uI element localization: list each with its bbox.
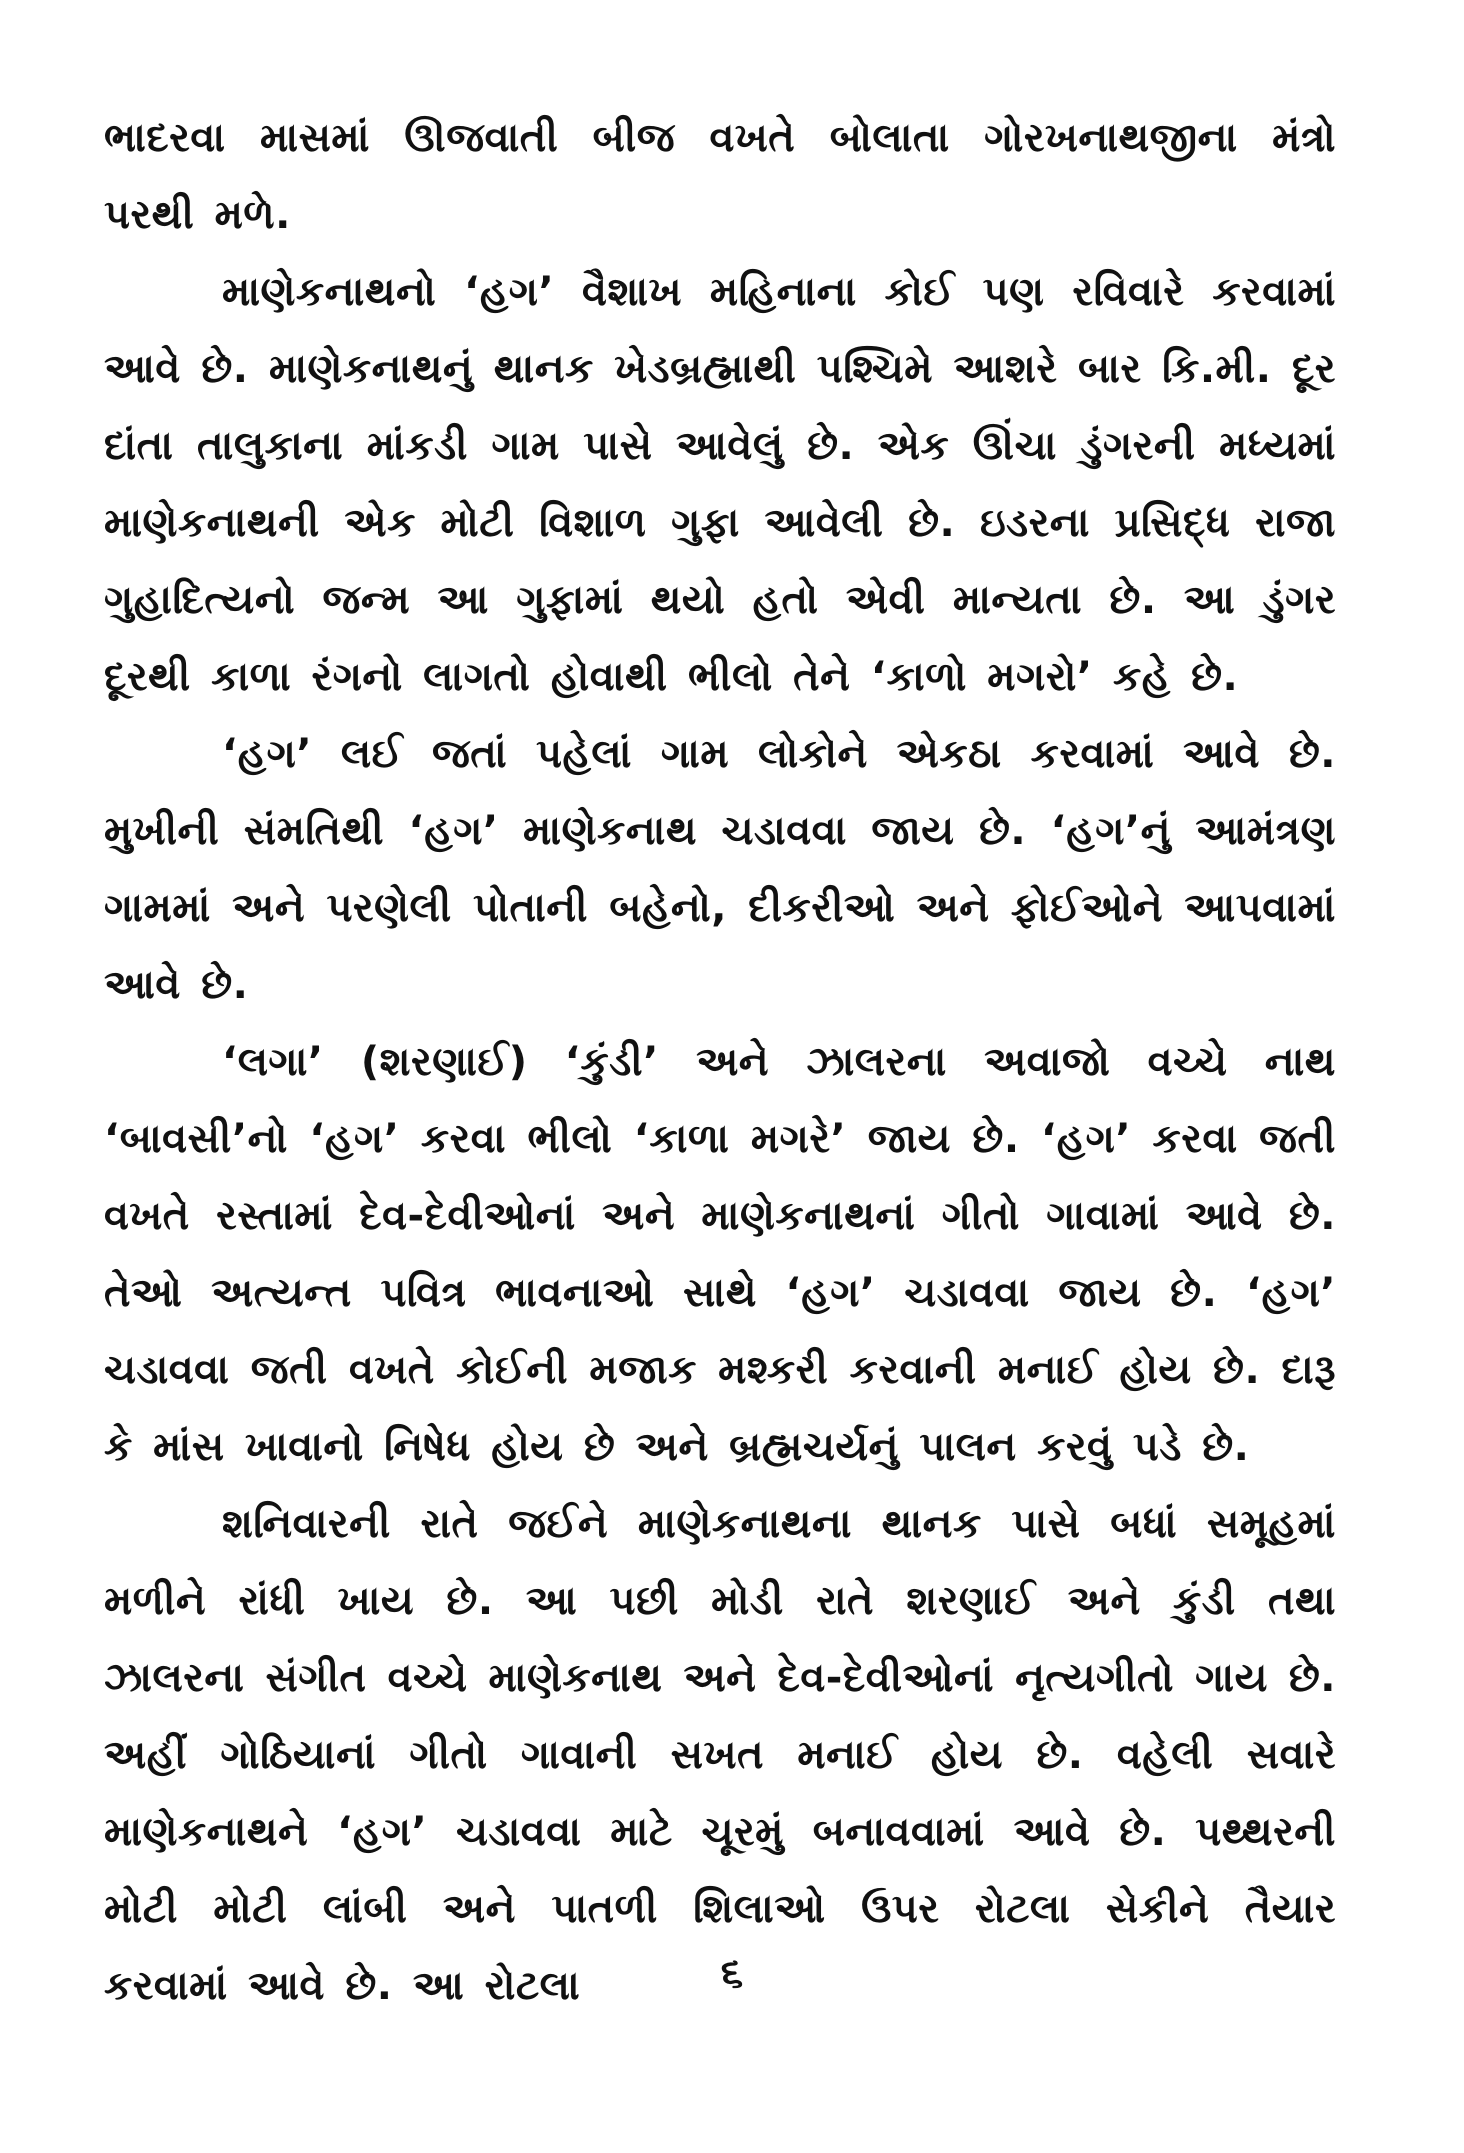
paragraph-saturday-night: શનિવારની રાતે જઈને માણેકનાથના થાનક પાસે બધાં સમૂહમાં મળીને રાંધી ખાય છે. આ પછી મોડી રાતે શરણાઈ અને કુંડી તથા ઝાલરના સંગીત વચ્ચે માણેકનાથ અને દેવ-દેવીઓનાં નૃત્યગીતો ગાય છે. અહીં ગોઠિયાનાં ગીતો ગાવાની સખત મનાઈ હોય છે. વહેલી સવારે માણેકનાથને ‘હગ’ ચડાવવા માટે ચૂરમું બનાવવામાં આવે છે. પથ્થરની મોટી મોટી લાંબી અને પાતળી શિલાઓ ઉપર રોટલા સેકીને તૈયાર કરવામાં આવે છે. આ રોટલા (104, 1501, 1336, 2009)
body-text (104, 100, 1336, 2025)
paragraph-maneknath-hag: માણેકનાથનો ‘હગ’ વૈશાખ મહિનાના કોઈ પણ રવિવારે કરવામાં આવે છે. માણેકનાથનું થાનક ખેડબ્રહ્માથી પશ્ચિમે આશરે બાર કિ.મી. દૂર દાંતા તાલુકાના માંકડી ગામ પાસે આવેલું છે. એક ઊંચા ડુંગરની મધ્યમાં માણેકનાથની એક મોટી વિશાળ ગુફા આવેલી છે. ઇડરના પ્રસિદ્ધ રાજા ગુહાદિત્યનો જન્મ આ ગુફામાં થયો હતો એવી માન્યતા છે. આ ડુંગર દૂરથી કાળા રંગનો લાગતો હોવાથી ભીલો તેને ‘કાળો મગરો’ કહે છે. (104, 269, 1336, 700)
paragraph-village-gathering: ‘હગ’ લઈ જતાં પહેલાં ગામ લોકોને એકઠા કરવામાં આવે છે. મુખીની સંમતિથી ‘હગ’ માણેકનાથ ચડાવવા જાય છે. ‘હગ’નું આમંત્રણ ગામમાં અને પરણેલી પોતાની બહેનો, દીકરીઓ અને ફોઈઓને આપવામાં આવે છે. (104, 731, 1336, 1008)
paragraph-continuation: ભાદરવા માસમાં ઊજવાતી બીજ વખતે બોલાતા ગોરખનાથજીના મંત્રો પરથી મળે. (104, 115, 1336, 238)
paragraph-procession: ‘લગા’ (શરણાઈ) ‘કુંડી’ અને ઝાલરના અવાજો વચ્ચે નાથ ‘બાવસી’નો ‘હગ’ કરવા ભીલો ‘કાળા મગરે’ જાય છે. ‘હગ’ કરવા જતી વખતે રસ્તામાં દેવ-દેવીઓનાં અને માણેકનાથનાં ગીતો ગાવામાં આવે છે. તેઓ અત્યન્ત પવિત્ર ભાવનાઓ સાથે ‘હગ’ ચડાવવા જાય છે. ‘હગ’ ચડાવવા જતી વખતે કોઈની મજાક મશ્કરી કરવાની મનાઈ હોય છે. દારૂ કે માંસ ખાવાનો નિષેધ હોય છે અને બ્રહ્મચર્યનું પાલન કરવું પડે છે. (104, 1039, 1336, 1470)
page-number: ૬ (720, 1950, 744, 1996)
